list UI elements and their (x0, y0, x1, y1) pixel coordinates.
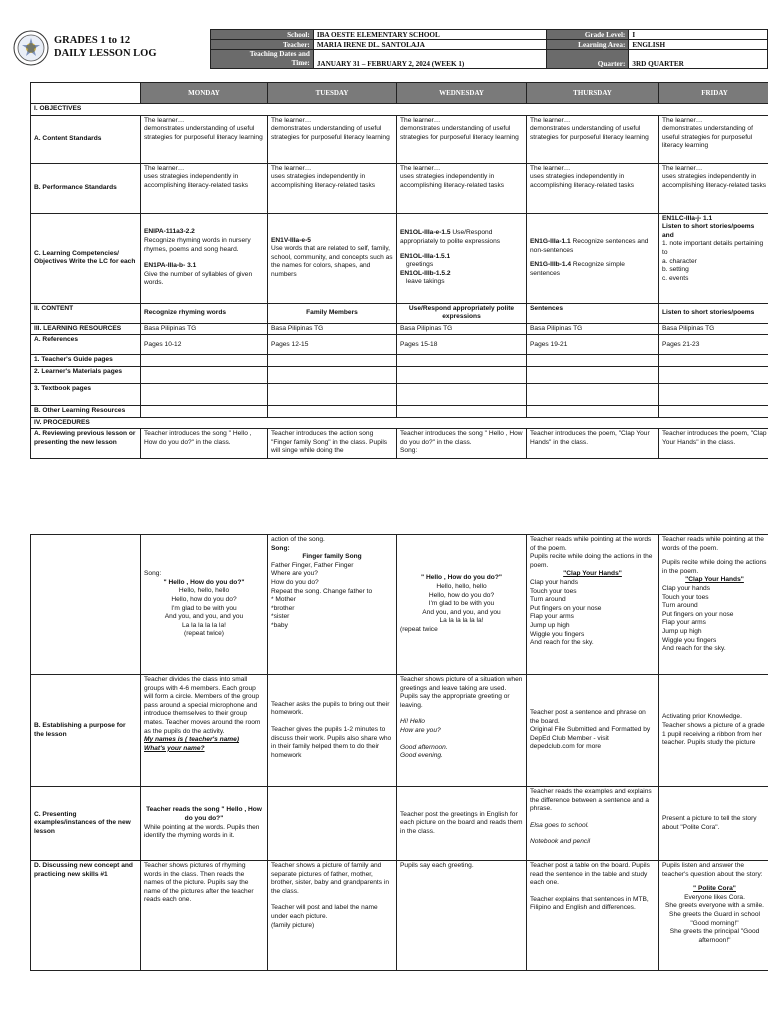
presenting-row: C. Presenting examples/instances of the new lesson Teacher reads the song " Hello , How do you do?" While pointing at the words. Pupils then identify the rhyming words in it. Teacher post the greetings in English for each picture on the board and reads them in the class. Teacher reads the examples and explains the difference between a sentence and a phrase. Elsa goes to school. Notebook and pencil Present a picture to tell the story about "Polite Cora". (31, 787, 768, 861)
discussing-row: D. Discussing new concept and practicing new skills #1 Teacher shows pictures of rhyming words in the class. Then reads the names of the picture. Pupils say the name of the pictures after the teacher reads each one. Teacher shows a picture of family and separate pictures of father, mother, brother, sister, baby and grandparents in the class. Teacher will post and label the name under each picture. (family picture) Pupils say each greeting. Teacher post a table on the board. Pupils read the sentence in the table and study each one. Teacher explains that sentences in MTB, Filipino and English and differences. Pupils listen and answer the teacher's question about the story: " Polite Cora" Everyone likes Cora. She greets everyone with a smile. She greets the Guard in school "Good morning!" She greets the principal "Good afternoon!" (31, 861, 768, 971)
teachers-guide-row: 1. Teacher's Guide pages (31, 355, 768, 367)
area-value: ENGLISH (629, 40, 768, 50)
performance-standards-row: B. Performance Standards The learner… uses strategies independently in accomplishing literacy-related tasks The learner… uses strategies independently in accomplishing literacy-related tasks The learner… uses strategies independently in accomplishing literacy-related tasks The learner… uses strategies independently in accomplishing literacy-related tasks The learner… uses strategies independently in accomplishing literacy-related tasks (31, 163, 768, 213)
teacher-label: Teacher: (211, 40, 314, 50)
content-standards-row: A. Content Standards The learner… demonstrates understanding of useful strategies for purposeful literacy learning The learner… demonstrates understanding of useful strategies for purposeful literacy learning The learner… demonstrates understanding of useful strategies for purposeful literacy learning The learner… demonstrates understanding of useful strategies for purposeful literacy learning The learner… demonstrates understanding of useful strategies for purposeful literacy learning (31, 115, 768, 163)
competency-friday: EN1LC-IIIa-j- 1.1 Listen to short stories/poems and 1. note important details pertaining to a. character b. setting c. events (659, 213, 768, 303)
lesson-table-part2 (30, 534, 768, 971)
competency-tuesday: EN1V-IIIa-e-5 Use words that are related to self, family, school, community, and concepts such as the names for colors, shapes, and numbers (268, 213, 397, 303)
references-row: A. References Pages 10-12 Pages 12-15 Pages 15-18 Pages 19-21 Pages 21-23 (31, 335, 768, 355)
document-title (54, 34, 157, 60)
day-thursday: THURSDAY (527, 83, 659, 104)
header-info-table (210, 29, 768, 69)
title-line-2: DAILY LESSON LOG (54, 48, 157, 59)
school-label: School: (211, 30, 314, 40)
content-row: II. CONTENT Recognize rhyming words Family Members Use/Respond appropriately polite expressions Sentences Listen to short stories/poems (31, 303, 768, 323)
section-procedures: IV. PROCEDURES (31, 417, 768, 429)
textbook-row: 3. Textbook pages (31, 383, 768, 405)
teacher-value: MARIA IRENE DL. SANTOLAJA (313, 40, 547, 50)
school-value: IBA OESTE ELEMENTARY SCHOOL (313, 30, 547, 40)
day-monday: MONDAY (141, 83, 268, 104)
grade-label: Grade Level: (547, 30, 629, 40)
other-resources-row: B. Other Learning Resources (31, 405, 768, 417)
title-line-1: GRADES 1 to 12 (54, 35, 131, 46)
quarter-value: 3RD QUARTER (629, 50, 768, 69)
area-label: Learning Area: (547, 40, 629, 50)
day-wednesday: WEDNESDAY (397, 83, 527, 104)
grade-value: I (629, 30, 768, 40)
finger-song-tuesday: action of the song. Song: Finger family Song Father Finger, Father Finger Where are you? How do you do? Repeat the song. Change father to * Mother *brother *sister *baby (268, 535, 397, 675)
dates-value: JANUARY 31 – FEBRUARY 2, 2024 (WEEK 1) (313, 50, 547, 69)
lesson-table-part1 (30, 82, 768, 459)
review-continued-row (31, 535, 768, 675)
day-tuesday: TUESDAY (268, 83, 397, 104)
deped-seal-icon (13, 30, 49, 66)
section-objectives: I. OBJECTIVES (31, 104, 768, 116)
purpose-row: B. Establishing a purpose for the lesson Teacher divides the class into small groups with 4-6 members. Each group will form a circle. Members of the group pass around a special microphone and introduce themselves to their group mates. Teacher moves around the room as the pupils do the activity. My names is ( teacher's name) What's your name? Teacher asks the pupils to bring out their homework. Teacher gives the pupils 1-2 minutes to discuss their work. Pupils also share who in their family helped them to do their homework Teacher shows picture of a situation when greetings and leave taking are used. Pupils say the appropriate greeting or leaving. Hi! Hello How are you? Good afternoon. Good evening. Teacher post a sentence and phrase on the board. Original File Submitted and Formatted by DepEd Club Member - visit depedclub.com for more Activating prior Knowledge. Teacher shows a picture of a grade 1 pupil receiving a ribbon from her teacher. Pupils study the picture (31, 675, 768, 787)
clap-poem-thursday: Teacher reads while pointing at the words of the poem. Pupils recite while doing the actions in the poem. "Clap Your Hands" Clap your hands Touch your toes Turn around Put fingers on your nose Flap your arms Jump up high Wiggle you fingers And reach for the sky. (527, 535, 659, 675)
learners-materials-row: 2. Learner's Materials pages (31, 366, 768, 383)
competency-thursday: EN1G-IIIa-1.1 Recognize sentences and non-sentences EN1G-IIIb-1.4 Recognize simple sentences (527, 213, 659, 303)
dates-label: Teaching Dates and Time: (211, 50, 314, 69)
quarter-label: Quarter: (547, 50, 629, 69)
competency-wednesday: EN1OL-IIIa-e-1.5 Use/Respond appropriately to polite expressions EN1OL-IIIa-1.5.1 greetings EN1OL-IIIb-1.5.2 leave takings (397, 213, 527, 303)
header-block (10, 28, 210, 74)
review-row: A. Reviewing previous lesson or presenting the new lesson Teacher introduces the song " Hello , How do you do?" in the class. Teacher introduces the action song "Finger family Song" in the class. Pupils will singe while doing the Teacher introduces the song " Hello , How do you do?" in the class. Song: Teacher introduces the poem, "Clap Your Hands" in the class. Teacher introduces the poem, "Clap Your Hands" in the class. (31, 429, 768, 459)
learning-resources-row: III. LEARNING RESOURCES Basa Pilipinas TG Basa Pilipinas TG Basa Pilipinas TG Basa Pilipinas TG Basa Pilipinas TG (31, 323, 768, 335)
day-header-row (31, 83, 768, 104)
competencies-row: C. Learning Competencies/ Objectives Write the LC for each ENIPA-111a3-2.2 Recognize rhyming words in nursery rhymes, poems and song heard. EN1PA-IIIa-b- 3.1 Give the number of syllables of given words. EN1V-IIIa-e-5 Use words that are related to self, family, school, community, and concepts such as the names for colors, shapes, and numbers EN1OL-IIIa-e-1.5 Use/Respond appropriately to polite expressions EN1OL-IIIa-1.5.1 greetings EN1OL-IIIb-1.5.2 leave takings EN1G-IIIa-1.1 Recognize sentences and non-sentences EN1G-IIIb-1.4 Recognize simple sentences EN1LC-IIIa-j- 1.1 Listen to short stories/poems and 1. note important details pertaining to a. character b. setting c. events (31, 213, 768, 303)
hello-song-monday: Song: " Hello , How do you do?" Hello, hello, hello Hello, how do you do? I'm glad to be with you And you, and you, and you La la la la la la! (repeat twice) (141, 535, 268, 675)
clap-poem-friday: Teacher reads while pointing at the words of the poem. Pupils recite while doing the actions in the poem. "Clap Your Hands" Clap your hands Touch your toes Turn around Put fingers on your nose Flap your arms Jump up high Wiggle you fingers And reach for the sky. (659, 535, 768, 675)
day-friday: FRIDAY (659, 83, 768, 104)
competency-monday: ENIPA-111a3-2.2 Recognize rhyming words in nursery rhymes, poems and song heard. EN1PA-IIIa-b- 3.1 Give the number of syllables of given words. (141, 213, 268, 303)
hello-song-wednesday: " Hello , How do you do?" Hello, hello, hello Hello, how do you do? I'm glad to be with you And you, and you, and you La la la la la la! (repeat twice (397, 535, 527, 675)
